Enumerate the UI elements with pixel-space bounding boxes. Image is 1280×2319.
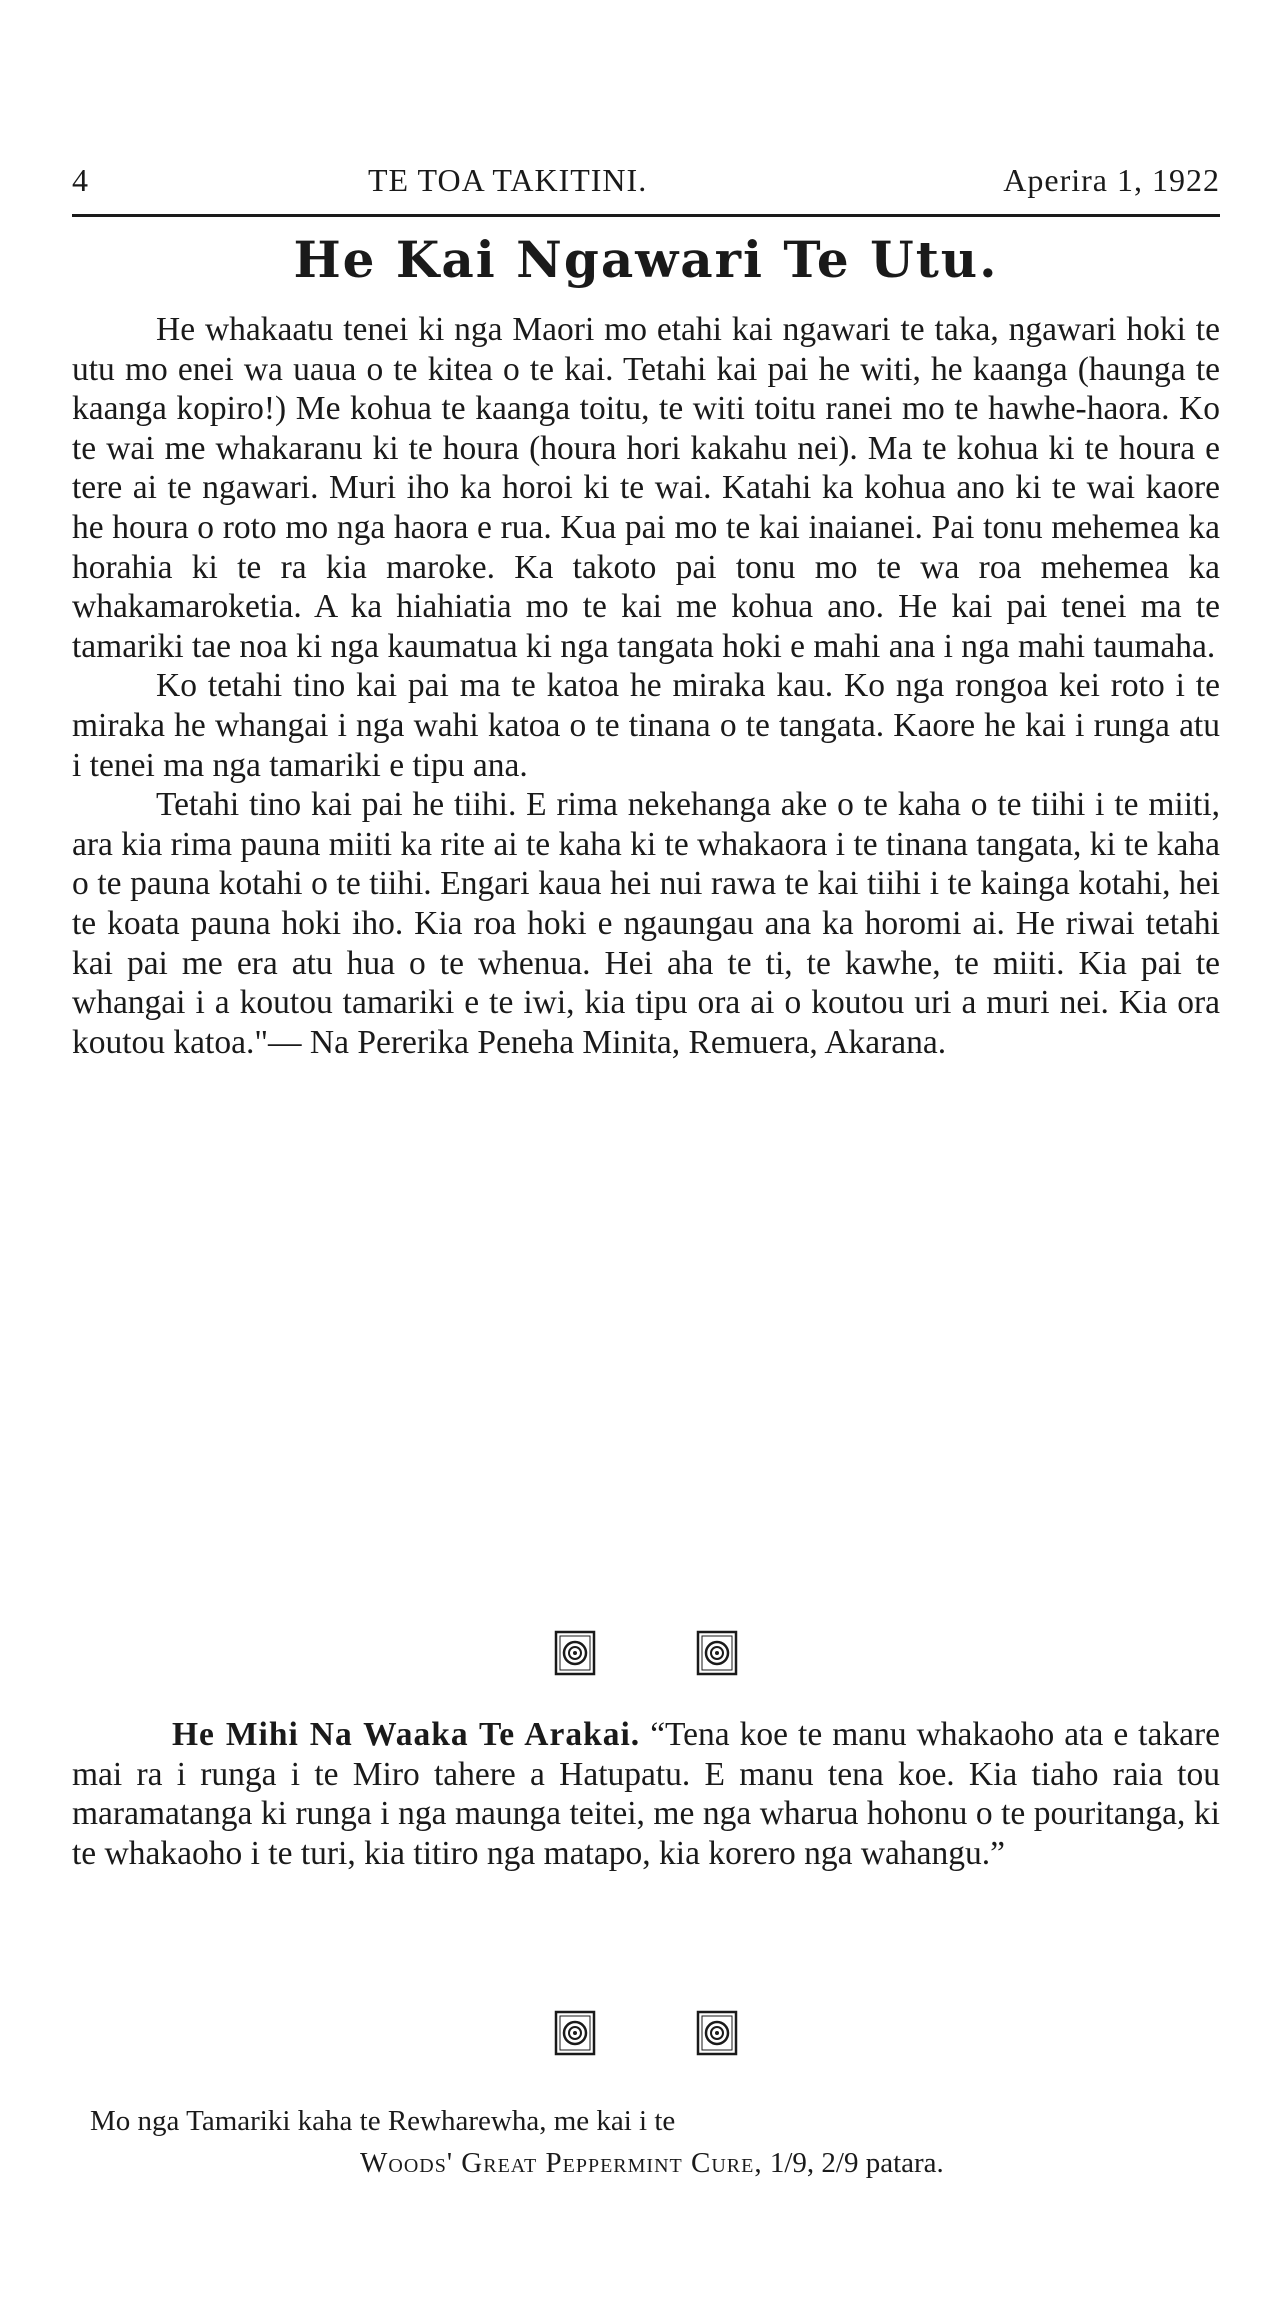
notice-lead: He Mihi Na Waaka Te Arakai.: [172, 1716, 641, 1753]
running-head: [72, 162, 1220, 206]
spiral-fleuron-icon: [554, 2010, 596, 2056]
issue-date: Aperira 1, 1922: [1003, 162, 1220, 198]
notice-paragraph: [72, 1715, 1220, 1873]
advert-line-2: [90, 2142, 1220, 2184]
advert-price: 1/9, 2/9 patara.: [769, 2147, 944, 2179]
spiral-fleuron-icon: [696, 2010, 738, 2056]
article-paragraph-1: He whakaatu tenei ki nga Maori mo etahi kai ngawari te taka, ngawari hoki te utu mo enei wa uaua o te kitea o te kai. Tetahi kai pai he witi, he kaanga (haunga te kaanga kopiro!) Me kohua te kaanga toitu, te witi toitu ranei mo te hawhe-haora. Ko te wai me whakaranu ki te houra (houra hori kakahu nei). Ma te kohua ki te houra e tere ai te ngawari. Muri iho ka horoi ki te wai. Katahi ka kohua ano ki te wai kaore he houra o roto mo nga haora e rua. Kua pai mo te kai inaianei. Pai tonu mehemea ka horahia ki te ra kia maroke. Ka takoto pai tonu mo te wa roa mehemea ka whakamaroketia. A ka hiahiatia mo te kai me kohua ano. He kai pai tenei ma te tamariki tae noa ki nga kaumatua ki nga tangata hoki e mahi ana i nga mahi taumaha.: [72, 311, 1220, 665]
article-body: [72, 310, 1220, 1062]
notice-section: [72, 1715, 1220, 1873]
page-number: 4: [72, 162, 89, 198]
article-paragraph-2: Ko tetahi tino kai pai ma te katoa he miraka kau. Ko nga rongoa kei roto i te miraka he whangai i nga wahi katoa o te tinana o te tangata. Kaore he kai i runga atu i tenei ma nga tamariki e tipu ana.: [72, 667, 1220, 784]
publication-title: TE TOA TAKITINI.: [368, 162, 648, 198]
ornament-divider-2: [72, 2010, 1220, 2061]
spiral-fleuron-icon: [696, 1630, 738, 1676]
advert-line-1: Mo nga Tamariki kaha te Rewharewha, me kai i te: [90, 2105, 676, 2137]
header-rule: [72, 214, 1220, 217]
spiral-fleuron-icon: [554, 1630, 596, 1676]
ornament-divider-1: [72, 1630, 1220, 1681]
advert-brand: Woods' Great Peppermint Cure,: [360, 2147, 763, 2179]
advertisement: [90, 2100, 1220, 2184]
article-title: He Kai Ngawari Te Utu.: [293, 230, 999, 289]
notice-text: “Tena koe te manu whakaoho ata e takare mai ra i runga i te Miro tahere a Hatupatu. E manu tena koe. Kia tiaho raia tou maramatanga ki runga i nga maunga teitei, me nga wharua hohonu o te pouritanga, ki te whakaoho i te turi, kia titiro nga matapo, kia korero nga wahangu.”: [72, 1716, 1220, 1872]
article-paragraph-3: Tetahi tino kai pai he tiihi. E rima nekehanga ake o te kaha o te tiihi i te miiti, ara kia rima pauna miiti ka rite ai te kaha ki te whakaora i te tinana tangata, ki te kaha o te pauna kotahi o te tiihi. Engari kaua hei nui rawa te kai tiihi i te kainga kotahi, hei te koata pauna hoki iho. Kia roa hoki e ngaungau ana ka horomi ai. He riwai tetahi kai pai me era atu hua o te whenua. Hei aha te ti, te kawhe, te miiti. Kia pai te whangai i a koutou tamariki e te iwi, kia tipu ora ai o koutou uri a muri nei. Kia ora koutou katoa."— Na Pererika Peneha Minita, Remuera, Akarana.: [72, 786, 1220, 1061]
